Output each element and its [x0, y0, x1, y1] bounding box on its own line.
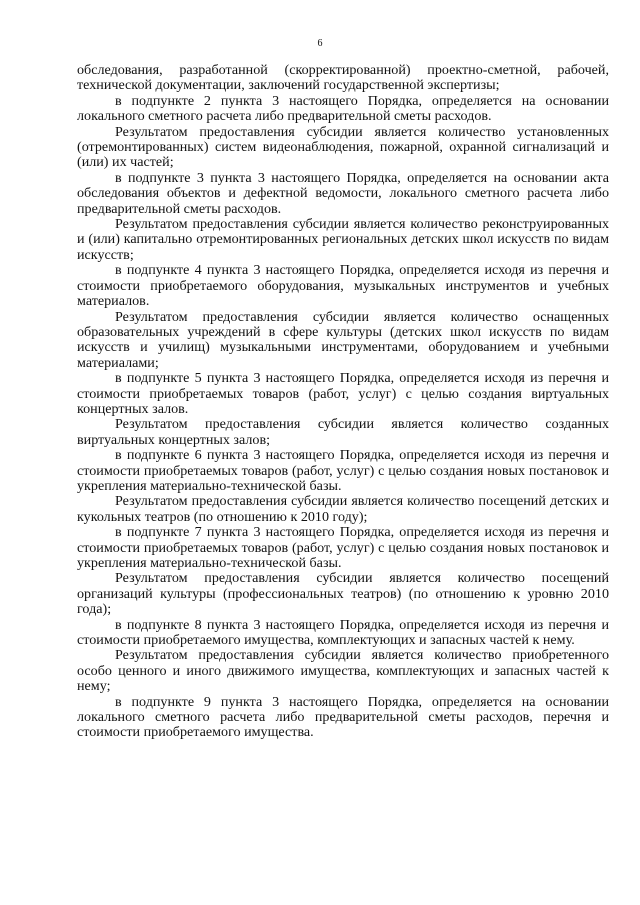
- paragraph: Результатом предоставления субсидии является количество посещений детских и кукольных театров (по отношению к 2010 году);: [77, 493, 609, 525]
- paragraph: Результатом предоставления субсидии является количество созданных виртуальных концертных залов;: [77, 416, 609, 448]
- paragraph: Результатом предоставления субсидии является количество приобретенного особо ценного и иного движимого имущества, комплектующих и запасных частей к нему;: [77, 647, 609, 695]
- paragraph: Результатом предоставления субсидии является количество посещений организаций культуры (профессиональных театров) (по отношению к уровню 2010 года);: [77, 570, 609, 618]
- paragraph: в подпункте 3 пункта 3 настоящего Порядка, определяется на основании акта обследования объектов и дефектной ведомости, локального сметного расчета либо предварительной сметы расходов.: [77, 169, 609, 217]
- paragraph: Результатом предоставления субсидии является количество реконструированных и (или) капитально отремонтированных региональных детских школ искусств по видам искусств;: [77, 216, 609, 263]
- paragraph: Результатом предоставления субсидии является количество оснащенных образовательных учреждений в сфере культуры (детских школ искусств по видам искусств и училищ) музыкальными инструментами, оборудованием и учебными материалами;: [77, 308, 609, 371]
- paragraph: в подпункте 5 пункта 3 настоящего Порядка, определяется исходя из перечня и стоимости приобретаемых товаров (работ, услуг) с целью создания виртуальных концертных залов.: [77, 370, 609, 417]
- paragraph: в подпункте 6 пункта 3 настоящего Порядка, определяется исходя из перечня и стоимости приобретаемых товаров (работ, услуг) с целью создания новых постановок и укрепления материально-технической базы.: [77, 447, 609, 494]
- paragraph: в подпункте 2 пункта 3 настоящего Порядка, определяется на основании локального сметного расчета либо предварительной сметы расходов.: [77, 92, 609, 125]
- paragraph: в подпункте 8 пункта 3 настоящего Порядка, определяется исходя из перечня и стоимости приобретаемого имущества, комплектующих и запасных частей к нему.: [77, 616, 609, 649]
- paragraph: в подпункте 9 пункта 3 настоящего Порядка, определяется на основании локального сметного расчета либо предварительной сметы расходов, перечня и стоимости приобретаемого имущества.: [77, 693, 609, 741]
- paragraph: в подпункте 4 пункта 3 настоящего Порядка, определяется исходя из перечня и стоимости приобретаемого оборудования, музыкальных инструментов и учебных материалов.: [77, 262, 609, 310]
- page-number: 6: [317, 38, 323, 49]
- paragraph: Результатом предоставления субсидии является количество установленных (отремонтированных) систем видеонаблюдения, пожарной, охранной сигнализаций и (или) их частей;: [77, 123, 609, 171]
- document-body: [77, 63, 609, 741]
- paragraph: в подпункте 7 пункта 3 настоящего Порядка, определяется исходя из перечня и стоимости приобретаемых товаров (работ, услуг) с целью создания новых постановок и укрепления материально-технической базы.: [77, 524, 609, 571]
- paragraph-continuation: обследования, разработанной (скорректированной) проектно-сметной, рабочей, технической документации, заключений государственной экспертизы;: [77, 62, 609, 94]
